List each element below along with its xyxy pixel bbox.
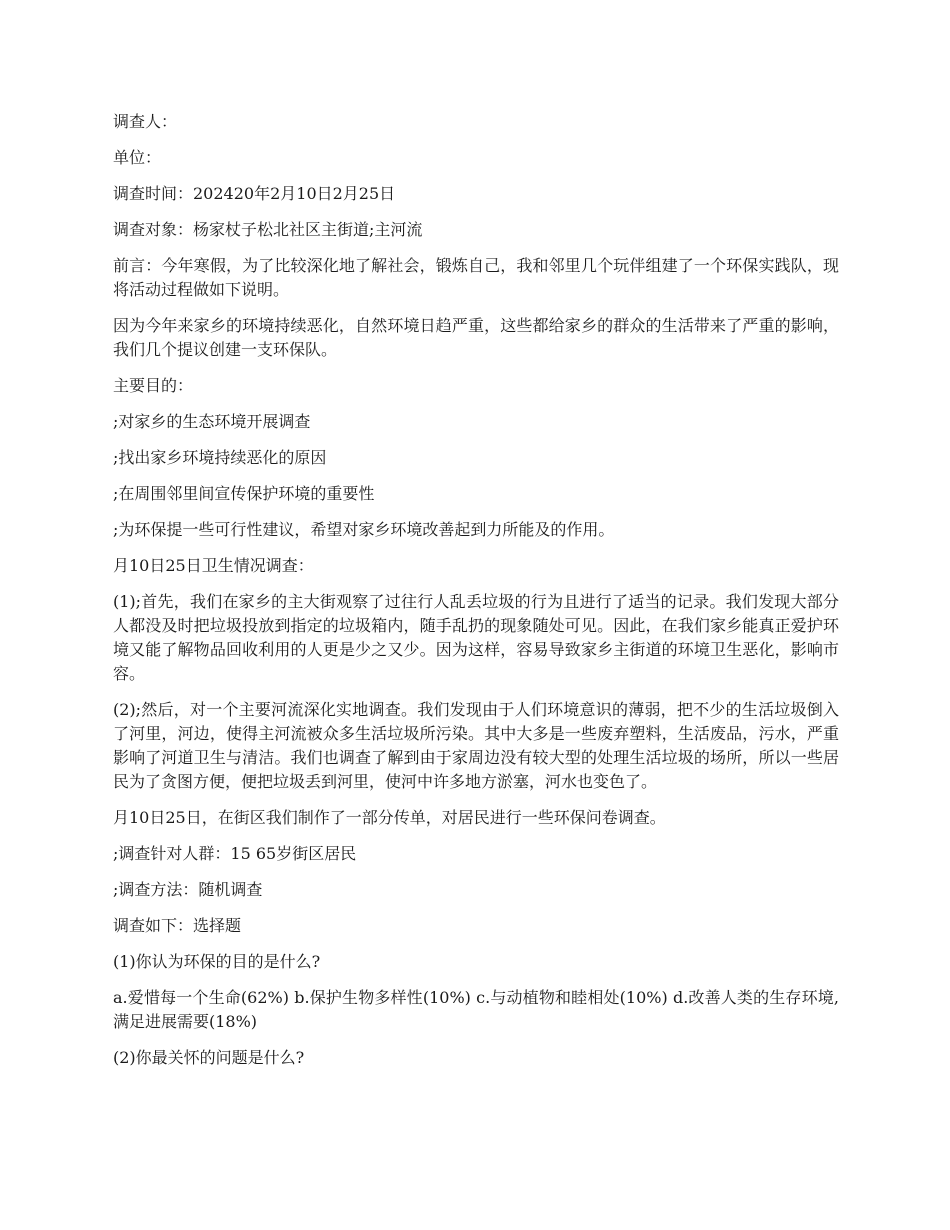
- goal-item: ;为环保提一些可行性建议，希望对家乡环境改善起到力所能及的作用。: [113, 520, 615, 539]
- survey-results-heading: 调查如下：选择题: [113, 916, 242, 935]
- question-1: (1)你认为环保的目的是什么?: [113, 952, 321, 971]
- goal-item: ;在周围邻里间宣传保护环境的重要性: [113, 484, 375, 503]
- river-survey-paragraph: (2);然后，对一个主要河流深化实地调查。我们发现由于人们环境意识的薄弱，把不少的生活垃圾倒入了河里，河边，使得主河流被众多生活垃圾所污染。其中大多是一些废弃塑料，生活废品，污水，严重影响了河道卫生与清洁。我们也调查了解到由于家周边没有较大型的处理生活垃圾的场所，所以一些居民为了贪图方便，便把垃圾丢到河里，使河中许多地方淤塞，河水也变色了。: [113, 700, 839, 791]
- hygiene-survey-heading: 月10日25日卫生情况调查：: [113, 556, 314, 575]
- questionnaire-intro: 月10日25日，在街区我们制作了一部分传单，对居民进行一些环保问卷调查。: [113, 808, 666, 827]
- background-paragraph: 因为今年来家乡的环境持续恶化，自然环境日趋严重，这些都给家乡的群众的生活带来了严重的影响，我们几个提议创建一支环保队。: [113, 316, 839, 359]
- survey-time-line: 调查时间：202420年2月10日2月25日: [113, 184, 396, 203]
- survey-target-line: 调查对象：杨家杖子松北社区主街道;主河流: [113, 220, 423, 239]
- goal-item: ;对家乡的生态环境开展调查: [113, 412, 311, 431]
- street-survey-paragraph: (1);首先，我们在家乡的主大街观察了过往行人乱丢垃圾的行为且进行了适当的记录。我们发现大部分人都没及时把垃圾投放到指定的垃圾箱内，随手乱扔的现象随处可见。因此，在我们家乡能真正爱护环境又能了解物品回收利用的人更是少之又少。因为这样，容易导致家乡主街道的环境卫生恶化，影响市容。: [113, 592, 839, 683]
- document-body: [113, 110, 839, 1082]
- goal-item: ;找出家乡环境持续恶化的原因: [113, 448, 327, 467]
- question-1-answers: a.爱惜每一个生命(62%) b.保护生物多样性(10%) c.与动植物和睦相处(10%) d.改善人类的生存环境,满足进展需要(18%): [113, 988, 839, 1031]
- preface-paragraph: 前言：今年寒假，为了比较深化地了解社会，锻炼自己，我和邻里几个玩伴组建了一个环保实践队，现将活动过程做如下说明。: [113, 256, 839, 299]
- survey-method-line: ;调查方法：随机调查: [113, 880, 263, 899]
- question-2: (2)你最关怀的问题是什么?: [113, 1048, 305, 1067]
- main-goals-heading: 主要目的：: [113, 376, 194, 395]
- surveyor-line: 调查人：: [113, 112, 178, 131]
- target-group-line: ;调查针对人群：15 65岁街区居民: [113, 844, 357, 863]
- organization-line: 单位：: [113, 148, 162, 167]
